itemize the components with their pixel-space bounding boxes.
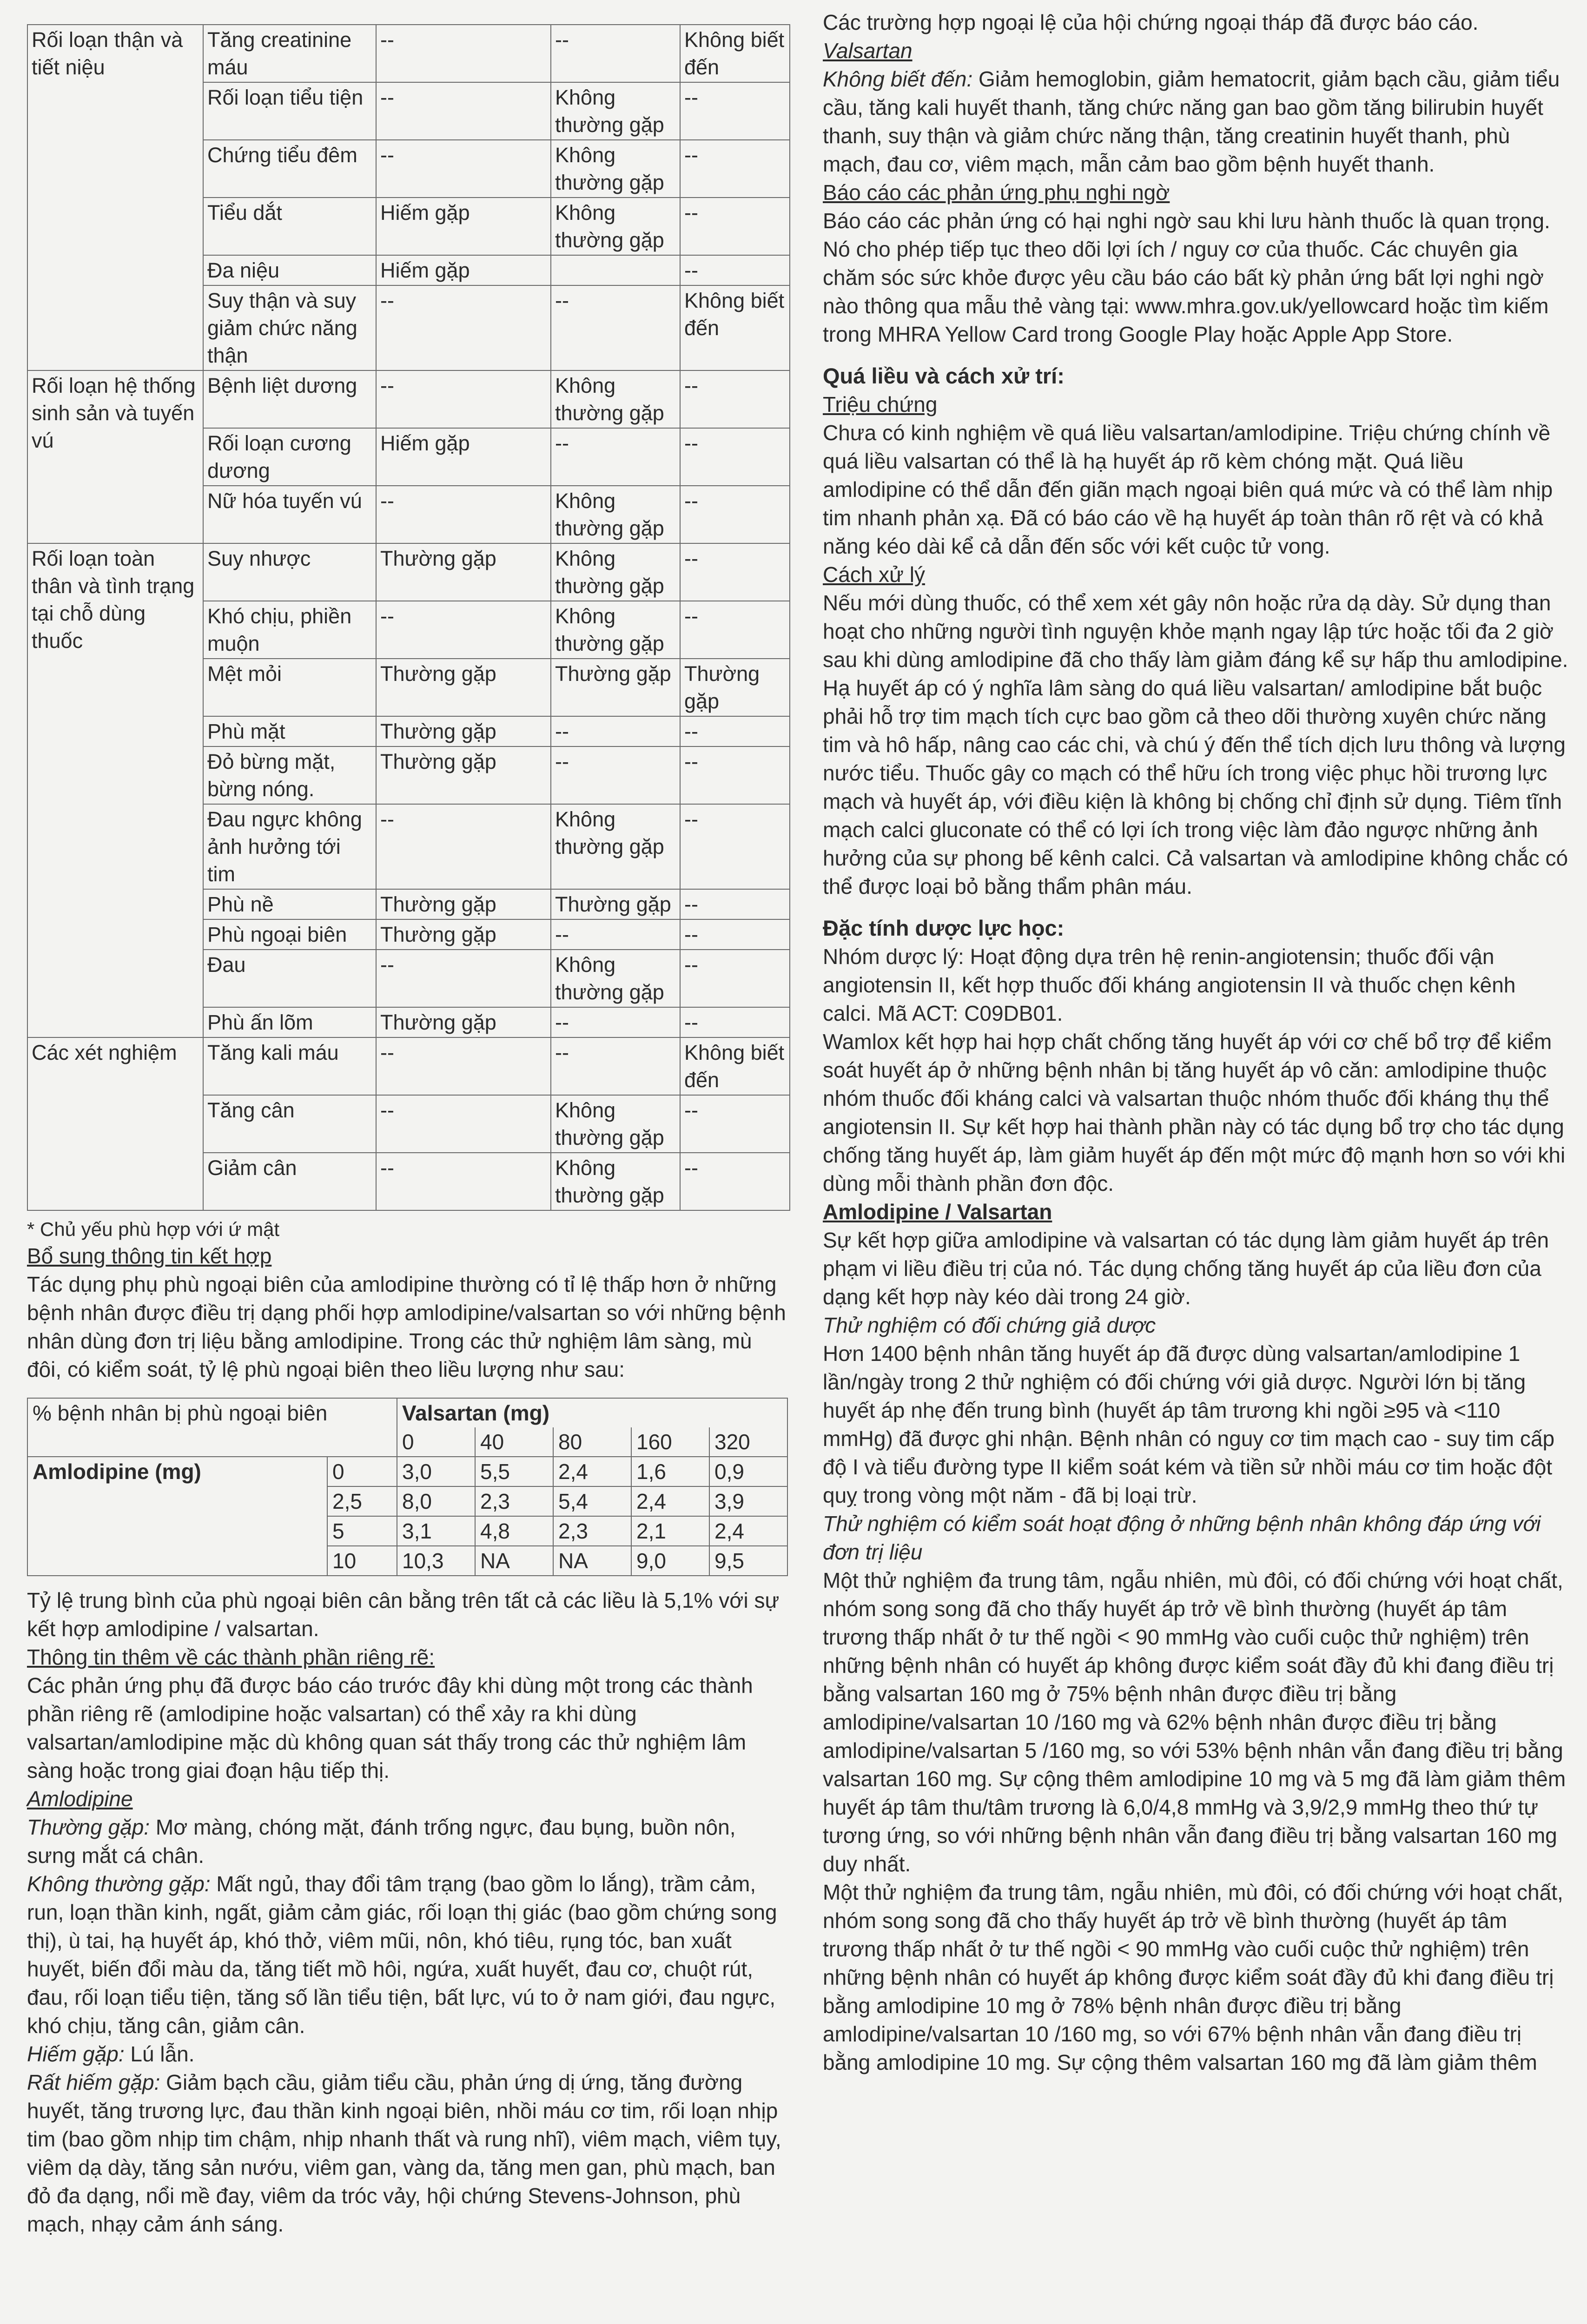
frequency-cell: -- bbox=[376, 486, 551, 543]
adverse-reaction: Đa niệu bbox=[203, 255, 376, 285]
frequency-cell: -- bbox=[680, 255, 790, 285]
unknown-label: Không biết đến: bbox=[823, 67, 973, 91]
adverse-reaction: Bệnh liệt dương bbox=[203, 370, 376, 428]
frequency-cell: -- bbox=[680, 198, 790, 255]
adverse-reaction: Tăng creatinine máu bbox=[203, 25, 376, 82]
valsartan-dose-header: 320 bbox=[709, 1427, 787, 1457]
adverse-reactions-table bbox=[27, 24, 790, 1211]
adverse-reaction: Nữ hóa tuyến vú bbox=[203, 486, 376, 543]
combo-heading: Bổ sung thông tin kết hợp bbox=[27, 1244, 272, 1268]
frequency-cell: -- bbox=[376, 1095, 551, 1153]
frequency-cell: -- bbox=[680, 746, 790, 804]
very-rare-label: Rất hiếm gặp: bbox=[27, 2070, 160, 2094]
frequency-cell: Không thường gặp bbox=[551, 370, 680, 428]
frequency-cell: -- bbox=[680, 601, 790, 659]
frequency-cell: Thường gặp bbox=[376, 746, 551, 804]
table-row bbox=[27, 1037, 790, 1095]
rare-effects bbox=[27, 2040, 789, 2068]
overdose-heading: Quá liều và cách xử trí: bbox=[823, 363, 1065, 388]
frequency-cell: Không biết đến bbox=[680, 285, 790, 370]
pharmacodynamics-heading: Đặc tính dược lực học: bbox=[823, 916, 1065, 940]
frequency-cell: Không thường gặp bbox=[551, 543, 680, 601]
table-row bbox=[27, 1457, 787, 1486]
amlodipine-title: Amlodipine (mg) bbox=[27, 1457, 327, 1486]
empty-cell bbox=[27, 1486, 327, 1516]
frequency-cell: -- bbox=[680, 1007, 790, 1037]
very-rare-text: Giảm bạch cầu, giảm tiểu cầu, phản ứng dị ứng, tăng đường huyết, tăng trương lực, đau thần kinh ngoại biên, nhồi máu cơ tim, rối loạn nhịp tim (bao gồm nhịp tim chậm, nhịp nhanh thất và rung nhĩ), viêm mạch, viêm tụy, viêm dạ dày, tăng sản nướu, viêm gan, vàng da, tăng men gan, phù mạch, ban đỏ đa dạng, nổi mề đay, viêm da tróc vảy, hội chứng Stevens-Johnson, phù mạch, nhạy cảm ánh sáng. bbox=[27, 2070, 781, 2236]
adverse-reaction: Khó chịu, phiền muộn bbox=[203, 601, 376, 659]
frequency-cell: -- bbox=[680, 919, 790, 950]
amlodipine-heading: Amlodipine bbox=[27, 1787, 133, 1811]
common-text: Mơ màng, chóng mặt, đánh trống ngực, đau bụng, buồn nôn, sưng mắt cá chân. bbox=[27, 1815, 736, 1868]
frequency-cell: Không biết đến bbox=[680, 1037, 790, 1095]
amlodipine-dose: 0 bbox=[327, 1457, 397, 1486]
treatment-heading: Cách xử lý bbox=[823, 562, 925, 587]
symptoms-paragraph: Chưa có kinh nghiệm về quá liều valsartan/amlodipine. Triệu chứng chính về quá liều valsartan có thể là hạ huyết áp rõ kèm chóng mặt. Quá liều amlodipine có thể dẫn đến giãn mạch ngoại biên quá mức và có thể làm nhịp tim nhanh phản xạ. Đã có báo cáo về hạ huyết áp toàn thân rõ rệt và có khả năng kéo dài kể cả dẫn đến sốc với kết cuộc tử vong. bbox=[823, 421, 1553, 558]
edema-corner: % bệnh nhân bị phù ngoại biên bbox=[27, 1398, 397, 1457]
frequency-cell: -- bbox=[680, 82, 790, 140]
frequency-cell: Thường gặp bbox=[376, 659, 551, 716]
rare-label: Hiếm gặp: bbox=[27, 2042, 125, 2066]
valsartan-dose-header: 40 bbox=[475, 1427, 553, 1457]
system-organ-class: Rối loạn toàn thân và tình trạng tại chỗ dùng thuốc bbox=[27, 543, 203, 1037]
treatment-paragraph: Nếu mới dùng thuốc, có thể xem xét gây nôn hoặc rửa dạ dày. Sử dụng than hoạt cho những người tình nguyện khỏe mạnh ngay lập tức hoặc tối đa 2 giờ sau khi dùng amlodipine đã cho thấy làm giảm đáng kể sự hấp thu amlodipine. Hạ huyết áp có ý nghĩa lâm sàng do quá liều valsartan/ amlodipine bắt buộc phải hỗ trợ tim mạch tích cực bao gồm cả theo dõi thường xuyên chức năng tim và hô hấp, nâng cao các chi, và chú ý đến thể tích dịch lưu thông và lượng nước tiểu. Thuốc gây co mạch có thể hữu ích trong việc phục hồi trương lực mạch và huyết áp, với điều kiện là không bị chống chỉ định sử dụng. Tiêm tĩnh mạch calci gluconate có thể có lợi ích trong việc làm đảo ngược những ảnh hưởng của sự phong bế kênh calci. Cả valsartan và amlodipine không chắc có thể được loại bỏ bằng thẩm phân máu. bbox=[823, 591, 1568, 898]
edema-value: 2,3 bbox=[475, 1486, 553, 1516]
frequency-cell: Thường gặp bbox=[376, 889, 551, 919]
frequency-cell: -- bbox=[680, 1095, 790, 1153]
individual-heading: Thông tin thêm về các thành phần riêng rẽ: bbox=[27, 1645, 435, 1669]
edema-value: 9,5 bbox=[709, 1546, 787, 1576]
edema-value: 2,3 bbox=[553, 1516, 631, 1546]
frequency-cell: Thường gặp bbox=[376, 919, 551, 950]
adverse-reaction: Tăng kali máu bbox=[203, 1037, 376, 1095]
frequency-cell: -- bbox=[551, 716, 680, 746]
frequency-cell: -- bbox=[551, 285, 680, 370]
report-heading: Báo cáo các phản ứng phụ nghi ngờ bbox=[823, 180, 1170, 205]
frequency-cell: Không thường gặp bbox=[551, 486, 680, 543]
adverse-reaction: Tiểu dắt bbox=[203, 198, 376, 255]
amlodipine-dose: 5 bbox=[327, 1516, 397, 1546]
valsartan-dose-header: 80 bbox=[553, 1427, 631, 1457]
frequency-cell: -- bbox=[680, 486, 790, 543]
very-rare-effects bbox=[27, 2068, 789, 2238]
frequency-cell: -- bbox=[376, 950, 551, 1007]
adverse-reaction: Phù mặt bbox=[203, 716, 376, 746]
empty-cell bbox=[27, 1546, 327, 1576]
table-row bbox=[27, 1546, 787, 1576]
adverse-reaction: Phù nề bbox=[203, 889, 376, 919]
frequency-cell: -- bbox=[376, 601, 551, 659]
frequency-cell: -- bbox=[551, 25, 680, 82]
frequency-cell: -- bbox=[551, 919, 680, 950]
frequency-cell: Thường gặp bbox=[551, 889, 680, 919]
right-column bbox=[823, 8, 1569, 2077]
footnote: * Chủ yếu phù hợp với ứ mật bbox=[27, 1218, 280, 1240]
frequency-cell: Không thường gặp bbox=[551, 1153, 680, 1210]
frequency-cell: -- bbox=[376, 1037, 551, 1095]
extrapyramidal-note: Các trường hợp ngoại lệ của hội chứng ngoại tháp đã được báo cáo. bbox=[823, 10, 1479, 34]
frequency-cell: -- bbox=[551, 1007, 680, 1037]
frequency-cell: Thường gặp bbox=[551, 659, 680, 716]
adverse-reaction: Tăng cân bbox=[203, 1095, 376, 1153]
adverse-reaction: Mệt mỏi bbox=[203, 659, 376, 716]
uncommon-label: Không thường gặp: bbox=[27, 1872, 211, 1896]
amlodipine-dose: 2,5 bbox=[327, 1486, 397, 1516]
amlodipine-valsartan-paragraph: Sự kết hợp giữa amlodipine và valsartan có tác dụng làm giảm huyết áp trên phạm vi liều điều trị của nó. Tác dụng chống tăng huyết áp của liều đơn của dạng kết hợp này kéo dài trong 24 giờ. bbox=[823, 1228, 1549, 1309]
edema-value: 5,4 bbox=[553, 1486, 631, 1516]
valsartan-heading: Valsartan bbox=[823, 39, 913, 63]
frequency-cell: Không thường gặp bbox=[551, 601, 680, 659]
symptoms-heading: Triệu chứng bbox=[823, 392, 938, 416]
frequency-cell: Không thường gặp bbox=[551, 198, 680, 255]
system-organ-class: Các xét nghiệm bbox=[27, 1037, 203, 1210]
frequency-cell: -- bbox=[680, 889, 790, 919]
adverse-reaction: Đau ngực không ảnh hưởng tới tim bbox=[203, 804, 376, 889]
edema-value: 1,6 bbox=[631, 1457, 709, 1486]
frequency-cell: Thường gặp bbox=[376, 1007, 551, 1037]
edema-value: 8,0 bbox=[397, 1486, 475, 1516]
frequency-cell: -- bbox=[680, 1153, 790, 1210]
frequency-cell: -- bbox=[376, 285, 551, 370]
table-row bbox=[27, 1516, 787, 1546]
adverse-reaction: Đau bbox=[203, 950, 376, 1007]
edema-value: 4,8 bbox=[475, 1516, 553, 1546]
system-organ-class: Rối loạn hệ thống sinh sản và tuyến vú bbox=[27, 370, 203, 543]
edema-value: NA bbox=[553, 1546, 631, 1576]
placebo-paragraph: Hơn 1400 bệnh nhân tăng huyết áp đã được dùng valsartan/amlodipine 1 lần/ngày trong 2 thử nghiệm có đối chứng với giả dược. Người lớn bị tăng huyết áp nhẹ đến trung bình (huyết áp tâm trương khi ngồi ≥95 và <110 mmHg) đã được ghi nhận. Bệnh nhân có nguy cơ tim mạch cao - suy tim cấp độ I và tiểu đường type II kiểm soát kém và tiền sử nhồi máu cơ tim hoặc đột quỵ trong vòng một năm - đã bị loại trừ. bbox=[823, 1341, 1555, 1507]
frequency-cell: Hiếm gặp bbox=[376, 428, 551, 486]
frequency-cell bbox=[551, 255, 680, 285]
frequency-cell: Không thường gặp bbox=[551, 804, 680, 889]
active-control-paragraph-2: Một thử nghiệm đa trung tâm, ngẫu nhiên, mù đôi, có đối chứng với hoạt chất, nhóm song song đã cho thấy huyết áp trở về bình thường (huyết áp tâm trương thấp nhất ở tư thế ngồi < 90 mmHg vào cuối cuộc thử nghiệm) trên những bệnh nhân có huyết áp không được kiểm soát đầy đủ khi đang điều trị bằng amlodipine 10 mg ở 78% bệnh nhân được điều trị bằng amlodipine/valsartan 10 /160 mg, so với 67% bệnh nhân vẫn đang điều trị bằng amlodipine 10 mg. Sự cộng thêm valsartan 160 mg đã làm giảm thêm bbox=[823, 1880, 1563, 2074]
edema-value: 2,4 bbox=[553, 1457, 631, 1486]
adverse-reaction: Rối loạn cương dương bbox=[203, 428, 376, 486]
frequency-cell: Thường gặp bbox=[376, 543, 551, 601]
adverse-reaction: Phù ngoại biên bbox=[203, 919, 376, 950]
valsartan-title: Valsartan (mg) bbox=[397, 1398, 787, 1427]
report-paragraph: Báo cáo các phản ứng có hại nghi ngờ sau khi lưu hành thuốc là quan trọng. Nó cho phép tiếp tục theo dõi lợi ích / nguy cơ của thuốc. Các chuyên gia chăm sóc sức khỏe được yêu cầu báo cáo bất kỳ phản ứng bất lợi nghi ngờ nào thông qua mẫu thẻ vàng tại: www.mhra.gov.uk/yellowcard hoặc tìm kiếm trong MHRA Yellow Card trong Google Play hoặc Apple App Store. bbox=[823, 209, 1550, 346]
combo-paragraph: Tác dụng phụ phù ngoại biên của amlodipine thường có tỉ lệ thấp hơn ở những bệnh nhân được điều trị dạng phối hợp amlodipine/valsartan so với những bệnh nhân dùng đơn trị liệu bằng amlodipine. Trong các thử nghiệm lâm sàng, mù đôi, có kiểm soát, tỷ lệ phù ngoại biên theo liều lượng như sau: bbox=[27, 1272, 786, 1381]
system-organ-class: Rối loạn thận và tiết niệu bbox=[27, 25, 203, 370]
edema-value: 3,9 bbox=[709, 1486, 787, 1516]
table-row bbox=[27, 370, 790, 428]
adverse-reaction: Đỏ bừng mặt, bừng nóng. bbox=[203, 746, 376, 804]
adverse-reaction: Rối loạn tiểu tiện bbox=[203, 82, 376, 140]
edema-value: 5,5 bbox=[475, 1457, 553, 1486]
adverse-reaction: Suy thận và suy giảm chức năng thận bbox=[203, 285, 376, 370]
frequency-cell: -- bbox=[376, 804, 551, 889]
frequency-cell: -- bbox=[680, 543, 790, 601]
pharmacology-group: Nhóm dược lý: Hoạt động dựa trên hệ renin-angiotensin; thuốc đối vận angiotensin II, kết hợp thuốc đối kháng angiotensin II và thuốc chẹn kênh calci. Mã ACT: C09DB01. bbox=[823, 944, 1516, 1025]
amlodipine-valsartan-heading: Amlodipine / Valsartan bbox=[823, 1200, 1052, 1224]
frequency-cell: Không thường gặp bbox=[551, 82, 680, 140]
adverse-reaction: Giảm cân bbox=[203, 1153, 376, 1210]
frequency-cell: -- bbox=[376, 370, 551, 428]
common-effects bbox=[27, 1813, 789, 1870]
edema-value: 0,9 bbox=[709, 1457, 787, 1486]
frequency-cell: -- bbox=[376, 1153, 551, 1210]
adverse-reaction: Suy nhược bbox=[203, 543, 376, 601]
valsartan-dose-header: 160 bbox=[631, 1427, 709, 1457]
valsartan-unknown bbox=[823, 65, 1569, 178]
edema-header-row bbox=[27, 1398, 787, 1427]
edema-value: 2,4 bbox=[709, 1516, 787, 1546]
uncommon-effects bbox=[27, 1870, 789, 2040]
frequency-cell: Không thường gặp bbox=[551, 1095, 680, 1153]
common-label: Thường gặp: bbox=[27, 1815, 150, 1839]
frequency-cell: Thường gặp bbox=[680, 659, 790, 716]
frequency-cell: -- bbox=[376, 82, 551, 140]
rare-text: Lú lẫn. bbox=[124, 2042, 195, 2066]
frequency-cell: Không biết đến bbox=[680, 25, 790, 82]
frequency-cell: -- bbox=[551, 1037, 680, 1095]
table-row bbox=[27, 1486, 787, 1516]
frequency-cell: -- bbox=[680, 370, 790, 428]
left-text-block bbox=[27, 1217, 789, 2238]
frequency-cell: -- bbox=[551, 428, 680, 486]
combination-paragraph: Wamlox kết hợp hai hợp chất chống tăng huyết áp với cơ chế bổ trợ để kiểm soát huyết áp ở những bệnh nhân bị tăng huyết áp vô căn: amlodipine thuộc nhóm thuốc đối kháng calci và valsartan thuộc nhóm thuốc đối kháng thụ thể angiotensin II. Sự kết hợp hai thành phần này có tác dụng bổ trợ cho tác dụng chống tăng huyết áp, làm giảm huyết áp đến một mức độ mạnh hơn so với khi dùng mỗi thành phần đơn độc. bbox=[823, 1030, 1566, 1195]
edema-table bbox=[27, 1398, 788, 1576]
edema-value: 3,0 bbox=[397, 1457, 475, 1486]
adverse-reaction: Chứng tiểu đêm bbox=[203, 140, 376, 198]
placebo-heading: Thử nghiệm có đối chứng giả dược bbox=[823, 1313, 1156, 1337]
active-control-paragraph-1: Một thử nghiệm đa trung tâm, ngẫu nhiên, mù đôi, có đối chứng với hoạt chất, nhóm song song đã cho thấy huyết áp trở về bình thường (huyết áp tâm trương thấp nhất ở tư thế ngồi < 90 mmHg vào cuối cuộc thử nghiệm) trên những bệnh nhân có huyết áp không được kiểm soát đầy đủ khi đang điều trị bằng valsartan 160 mg ở 75% bệnh nhân được điều trị bằng amlodipine/valsartan 10 /160 mg và 62% bệnh nhân được điều trị bằng amlodipine/valsartan 5 /160 mg, so với 53% bệnh nhân vẫn đang điều trị bằng valsartan 160 mg. Sự cộng thêm amlodipine 10 mg và 5 mg đã làm giảm thêm huyết áp tâm thu/tâm trương là 6,0/4,8 mmHg và 3,9/2,9 mmHg theo thứ tự tương ứng, so với những bệnh nhân vẫn đang điều trị bằng valsartan 160 mg duy nhất. bbox=[823, 1568, 1566, 1876]
empty-cell bbox=[27, 1516, 327, 1546]
edema-value: 9,0 bbox=[631, 1546, 709, 1576]
average-paragraph: Tỷ lệ trung bình của phù ngoại biên cân bằng trên tất cả các liều là 5,1% với sự kết hợp amlodipine / valsartan. bbox=[27, 1588, 780, 1641]
adverse-reaction: Phù ấn lõm bbox=[203, 1007, 376, 1037]
amlodipine-dose: 10 bbox=[327, 1546, 397, 1576]
frequency-cell: Hiếm gặp bbox=[376, 198, 551, 255]
uncommon-text: Mất ngủ, thay đổi tâm trạng (bao gồm lo lắng), trầm cảm, run, loạn thần kinh, ngất, giảm cảm giác, rối loạn thị giác (bao gồm chứng song thị), ù tai, hạ huyết áp, khó thở, viêm mũi, nôn, khó tiêu, rụng tóc, ban xuất huyết, biến đổi màu da, tăng tiết mồ hôi, ngứa, xuất huyết, đau cơ, chuột rút, đau, rối loạn tiểu tiện, tăng số lần tiểu tiện, bất lực, vú to ở nam giới, đau ngực, khó chịu, tăng cân, giảm cân. bbox=[27, 1872, 777, 2038]
table-row bbox=[27, 543, 790, 601]
table-row bbox=[27, 25, 790, 82]
frequency-cell: -- bbox=[376, 140, 551, 198]
frequency-cell: -- bbox=[680, 804, 790, 889]
frequency-cell: -- bbox=[680, 140, 790, 198]
frequency-cell: -- bbox=[551, 746, 680, 804]
frequency-cell: Thường gặp bbox=[376, 716, 551, 746]
edema-value: 3,1 bbox=[397, 1516, 475, 1546]
frequency-cell: -- bbox=[680, 950, 790, 1007]
unknown-text: Giảm hemoglobin, giảm hematocrit, giảm bạch cầu, giảm tiểu cầu, tăng kali huyết thanh, tăng chức năng gan bao gồm tăng bilirubin huyết thanh, suy thận và giảm chức năng thận, tăng creatinin huyết thanh, phù mạch, đau cơ, viêm mạch, mẫn cảm bao gồm bệnh huyết thanh. bbox=[823, 67, 1560, 176]
frequency-cell: -- bbox=[376, 25, 551, 82]
edema-value: 2,1 bbox=[631, 1516, 709, 1546]
active-control-heading: Thử nghiệm có kiểm soát hoạt động ở những bệnh nhân không đáp ứng với đơn trị liệu bbox=[823, 1512, 1541, 1564]
frequency-cell: -- bbox=[680, 716, 790, 746]
individual-paragraph: Các phản ứng phụ đã được báo cáo trước đây khi dùng một trong các thành phần riêng rẽ (amlodipine hoặc valsartan) có thể xảy ra khi dùng valsartan/amlodipine mặc dù không quan sát thấy trong các thử nghiệm lâm sàng hoặc trong giai đoạn hậu tiếp thị. bbox=[27, 1673, 753, 1783]
edema-value: 10,3 bbox=[397, 1546, 475, 1576]
edema-value: 2,4 bbox=[631, 1486, 709, 1516]
frequency-cell: Không thường gặp bbox=[551, 950, 680, 1007]
valsartan-dose-header: 0 bbox=[397, 1427, 475, 1457]
frequency-cell: -- bbox=[680, 428, 790, 486]
edema-value: NA bbox=[475, 1546, 553, 1576]
frequency-cell: Không thường gặp bbox=[551, 140, 680, 198]
frequency-cell: Hiếm gặp bbox=[376, 255, 551, 285]
